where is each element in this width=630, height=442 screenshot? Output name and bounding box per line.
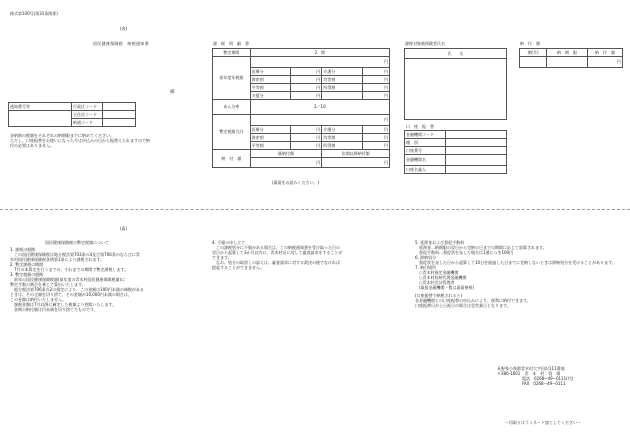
unit: 円 — [384, 117, 388, 122]
sub-row: 平等割 — [250, 84, 291, 92]
bank-row: 金融機関コード — [405, 131, 446, 139]
unit: 円 — [316, 92, 321, 98]
back-col1 — [10, 240, 198, 312]
bank-row: 種 別 — [405, 139, 446, 147]
note-line: 付の必要はありません。 — [10, 143, 55, 148]
sub-row: 所得割 — [322, 142, 363, 150]
unit: 円 — [384, 126, 388, 132]
unit: 円 — [384, 142, 388, 148]
bank-table — [404, 130, 507, 174]
unit: 円 — [384, 76, 388, 82]
back-line: 翌日から起算して3か月以内に、青木村長に対して審査請求をすることが — [212, 250, 343, 255]
address-number-label: 通知番号等 — [9, 103, 72, 111]
pay-col1: 既納付額 — [250, 150, 322, 158]
honorific: 様 — [170, 90, 175, 95]
sub-row: 資産割 — [250, 134, 291, 142]
back-line: できます。 — [212, 255, 232, 260]
notice-id-table — [8, 102, 136, 127]
unit: 円 — [316, 126, 321, 132]
back-line: 2. 暫定課税の期間 — [10, 262, 44, 267]
unit: 円 — [316, 159, 321, 165]
back-col3 — [415, 240, 623, 308]
cut-line-text: ー切取りはラミネート加工してくださいー — [505, 420, 581, 425]
period-label: 暫定期間 — [213, 49, 251, 57]
row-label: 医療分 — [250, 126, 291, 134]
back-line: 前年の国民健康保険税額(前年度の青木村国民健康保険税額)に — [10, 277, 126, 282]
unit: 円 — [316, 134, 321, 140]
sub-row: 均等割 — [322, 134, 363, 142]
payment-header: 納 付 額 — [520, 41, 540, 46]
unit: 円 — [384, 68, 388, 74]
back-col1-title: 国民健康保険税の暫定税額について — [45, 240, 109, 245]
back-line: 督促手数料…督促状を発した場合は1通につき100円 — [415, 250, 514, 255]
row-label: 支援分 — [250, 92, 291, 100]
back-line: 各期の納付額は円未満を切り捨てたものです。 — [10, 307, 98, 312]
back-line: ○青木村収納代理金融機関 — [415, 275, 467, 281]
payment-col: 納 期 限 — [547, 49, 588, 57]
back-label: (裏) — [120, 226, 128, 231]
installment-label: あん分率 — [213, 100, 251, 115]
unit: 円 — [384, 59, 388, 64]
installment-value: 2／10 — [250, 100, 389, 115]
sub-row: 資産割 — [250, 76, 291, 84]
back-line: なお、処分の取消しの訴えは、審査請求に対する裁決の後でなければ — [212, 260, 340, 265]
back-line: 1. 課税の根拠 — [10, 247, 36, 252]
sub-row: 平等割 — [250, 142, 291, 150]
unit: 円 — [384, 92, 388, 98]
assessment-table — [212, 48, 390, 168]
back-line: 提起することができません。 — [212, 265, 265, 270]
unit: 円 — [384, 159, 388, 165]
back-line: この国民健康保険税は地方税法第703条の4及び第706条のならびに青 — [10, 252, 140, 257]
unit: 円 — [316, 84, 321, 90]
note-line: ただし、口座振替をお使いになった方は申込みの日から振替えられますので納 — [10, 138, 150, 143]
back-col2 — [212, 240, 402, 270]
assessment-footnote: (裏面をお読みください。) — [272, 180, 320, 185]
unit: 円 — [384, 134, 388, 140]
sub-row: 均等割 — [322, 76, 363, 84]
period-value: 2 期 — [250, 49, 389, 57]
back-line: この課税処分に不服がある場合は、この納税通知書を受け取った日の — [212, 245, 340, 250]
bank-header: 口 座 振 替 — [406, 124, 434, 129]
pay-label: 納 付 額 — [213, 150, 251, 168]
back-line: 課税金額は7月以降に確定した税額より控除いたします。 — [10, 302, 117, 307]
taxpayer-table — [404, 48, 507, 120]
unit: 円 — [384, 84, 388, 90]
notice-title: 国民健康保険税 納税通知書 — [93, 41, 149, 46]
taxpayer-header: 課税対象被保険者氏名 — [405, 41, 445, 46]
back-line: 6. 滞納処分 — [415, 255, 437, 260]
field-label: 主住民コード — [72, 111, 103, 119]
row-label: 介護分 — [322, 126, 363, 134]
payment-col: 納 付 額 — [588, 49, 623, 57]
back-line: 4. 不服の申し立て — [212, 240, 246, 245]
back-line: 口座振替日が土日祝日の場合は翌営業日となります。 — [415, 303, 511, 309]
row-label: 医療分 — [250, 68, 291, 76]
back-line: 各金融機関との口座振替の申込みにより、便利に納付できます。 — [415, 298, 531, 304]
address-line: FAX 0268−49−0111 — [522, 381, 566, 386]
back-line: 暫定月数の割合を乗じて算出いたします。 — [10, 282, 86, 287]
unit: 円 — [316, 76, 321, 82]
back-line: (口座振替で納税されると) — [415, 293, 463, 299]
back-line: ○青木村指定金融機関 — [415, 270, 459, 276]
back-line: (取扱金融機関一覧は裏面参照) — [415, 285, 475, 291]
assessment-header: 課 税 明 細 書 — [213, 41, 249, 46]
form-number: 様式第100号(第31条関係) — [10, 11, 58, 16]
back-line: 7月の本算定を行うまでの、それまでの期間で暫定課税します。 — [10, 267, 129, 272]
back-line: 5. 延滞金および督促手数料 — [415, 240, 465, 245]
address-line: 〒386-1601 青 木 村 役 場 — [497, 371, 561, 376]
back-line: 3. 暫定税額の根拠 — [10, 272, 44, 277]
field-label: 納通コード — [72, 119, 103, 127]
name-label: 氏 名 — [405, 49, 507, 59]
field-label: 行政区コード — [72, 103, 103, 111]
bank-row: 口座名義人 — [405, 166, 446, 174]
row-label: 介護分 — [322, 68, 363, 76]
cut-line-divider — [0, 209, 630, 210]
address-line: 長野県小県郡青木村大字田沢111番地 — [497, 366, 565, 371]
back-line: ときは、その全額を切り捨て、その金額が10,000円未満の場合は、 — [10, 292, 132, 297]
unit: 円 — [316, 142, 321, 148]
office-address — [497, 366, 573, 386]
unit: 円 — [316, 68, 321, 74]
back-line: 7. 納付場所 — [415, 265, 437, 271]
back-line: この金額は納付いたしません。 — [10, 297, 67, 302]
address-line: 電話 0268−49−0111(代) — [522, 376, 574, 381]
pay-col2: 次期以降納付額 — [322, 150, 390, 158]
back-line: 木村国民健康保険税条例第1条により課税されます。 — [10, 257, 105, 262]
payment-table — [519, 48, 623, 68]
back-line: ○青木村会計管理者 — [415, 280, 455, 286]
back-line: 地方税法第706条の2の規定により、この金額は100円未満の端数がある — [10, 287, 144, 292]
payment-col: 期(月) — [520, 49, 547, 57]
back-line: 督促状を発した日から起算して10日を経過した日までに完納しないときは滞納処分を受けることがあります。 — [415, 260, 616, 265]
tax-total-label: 暫定税額合計 — [213, 115, 251, 150]
note-line: 各納期の税額をそれぞれの納期限までに納めてください。 — [10, 133, 114, 138]
annual-label: 前年度年税額 — [213, 57, 251, 100]
notice-notes — [10, 133, 195, 148]
bank-row: 口座番号 — [405, 147, 446, 155]
back-line: 延滞金…納期限の翌日から完納の日までの期間に応じて加算されます。 — [415, 245, 547, 250]
bank-row: 金融機関名 — [405, 155, 446, 166]
unit: 円 — [617, 59, 621, 64]
front-label: (表) — [120, 26, 128, 31]
sub-row: 所得割 — [322, 84, 363, 92]
